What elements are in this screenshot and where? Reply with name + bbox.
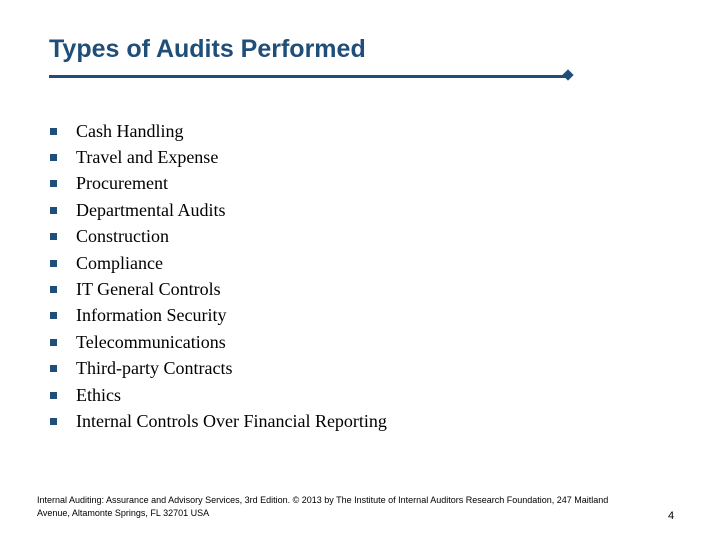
bullet-label: Third-party Contracts xyxy=(76,358,233,379)
square-bullet-icon xyxy=(50,339,57,346)
bullet-item xyxy=(50,382,387,408)
square-bullet-icon xyxy=(50,286,57,293)
square-bullet-icon xyxy=(50,128,57,135)
square-bullet-icon xyxy=(50,365,57,372)
bullet-label: Information Security xyxy=(76,305,227,326)
page-number: 4 xyxy=(668,510,675,522)
square-bullet-icon xyxy=(50,418,57,425)
bullet-label: IT General Controls xyxy=(76,279,221,300)
bullet-label: Departmental Audits xyxy=(76,199,226,220)
square-bullet-icon xyxy=(50,392,57,399)
bullet-label: Construction xyxy=(76,226,169,247)
bullet-label: Procurement xyxy=(76,173,168,194)
bullet-label: Telecommunications xyxy=(76,331,226,352)
slide-title: Types of Audits Performed xyxy=(49,35,366,63)
bullet-label: Ethics xyxy=(76,384,121,405)
bullet-item xyxy=(50,144,387,170)
bullet-item xyxy=(50,171,387,197)
bullet-label: Compliance xyxy=(76,252,163,273)
citation-line-1: Internal Auditing: Assurance and Advisory Services, 3rd Edition. © 2013 by The Institute of Internal Auditors Research Foundation, 247 Maitland xyxy=(37,495,609,505)
square-bullet-icon xyxy=(50,154,57,161)
square-bullet-icon xyxy=(50,260,57,267)
bullet-item xyxy=(50,197,387,223)
square-bullet-icon xyxy=(50,233,57,240)
bullet-list xyxy=(50,118,387,435)
title-underline-endcap xyxy=(562,69,573,80)
bullet-label: Travel and Expense xyxy=(76,147,219,168)
bullet-item xyxy=(50,356,387,382)
square-bullet-icon xyxy=(50,207,57,214)
citation-line-2: Avenue, Altamonte Springs, FL 32701 USA xyxy=(37,508,210,518)
bullet-label: Internal Controls Over Financial Reporting xyxy=(76,410,387,431)
bullet-item xyxy=(50,408,387,434)
bullet-item xyxy=(50,250,387,276)
bullet-label: Cash Handling xyxy=(76,120,184,141)
square-bullet-icon xyxy=(50,312,57,319)
citation-footer xyxy=(37,494,687,520)
bullet-item xyxy=(50,329,387,355)
square-bullet-icon xyxy=(50,180,57,187)
bullet-item xyxy=(50,303,387,329)
bullet-item xyxy=(50,118,387,144)
bullet-item xyxy=(50,224,387,250)
title-underline xyxy=(49,75,567,78)
bullet-item xyxy=(50,276,387,302)
